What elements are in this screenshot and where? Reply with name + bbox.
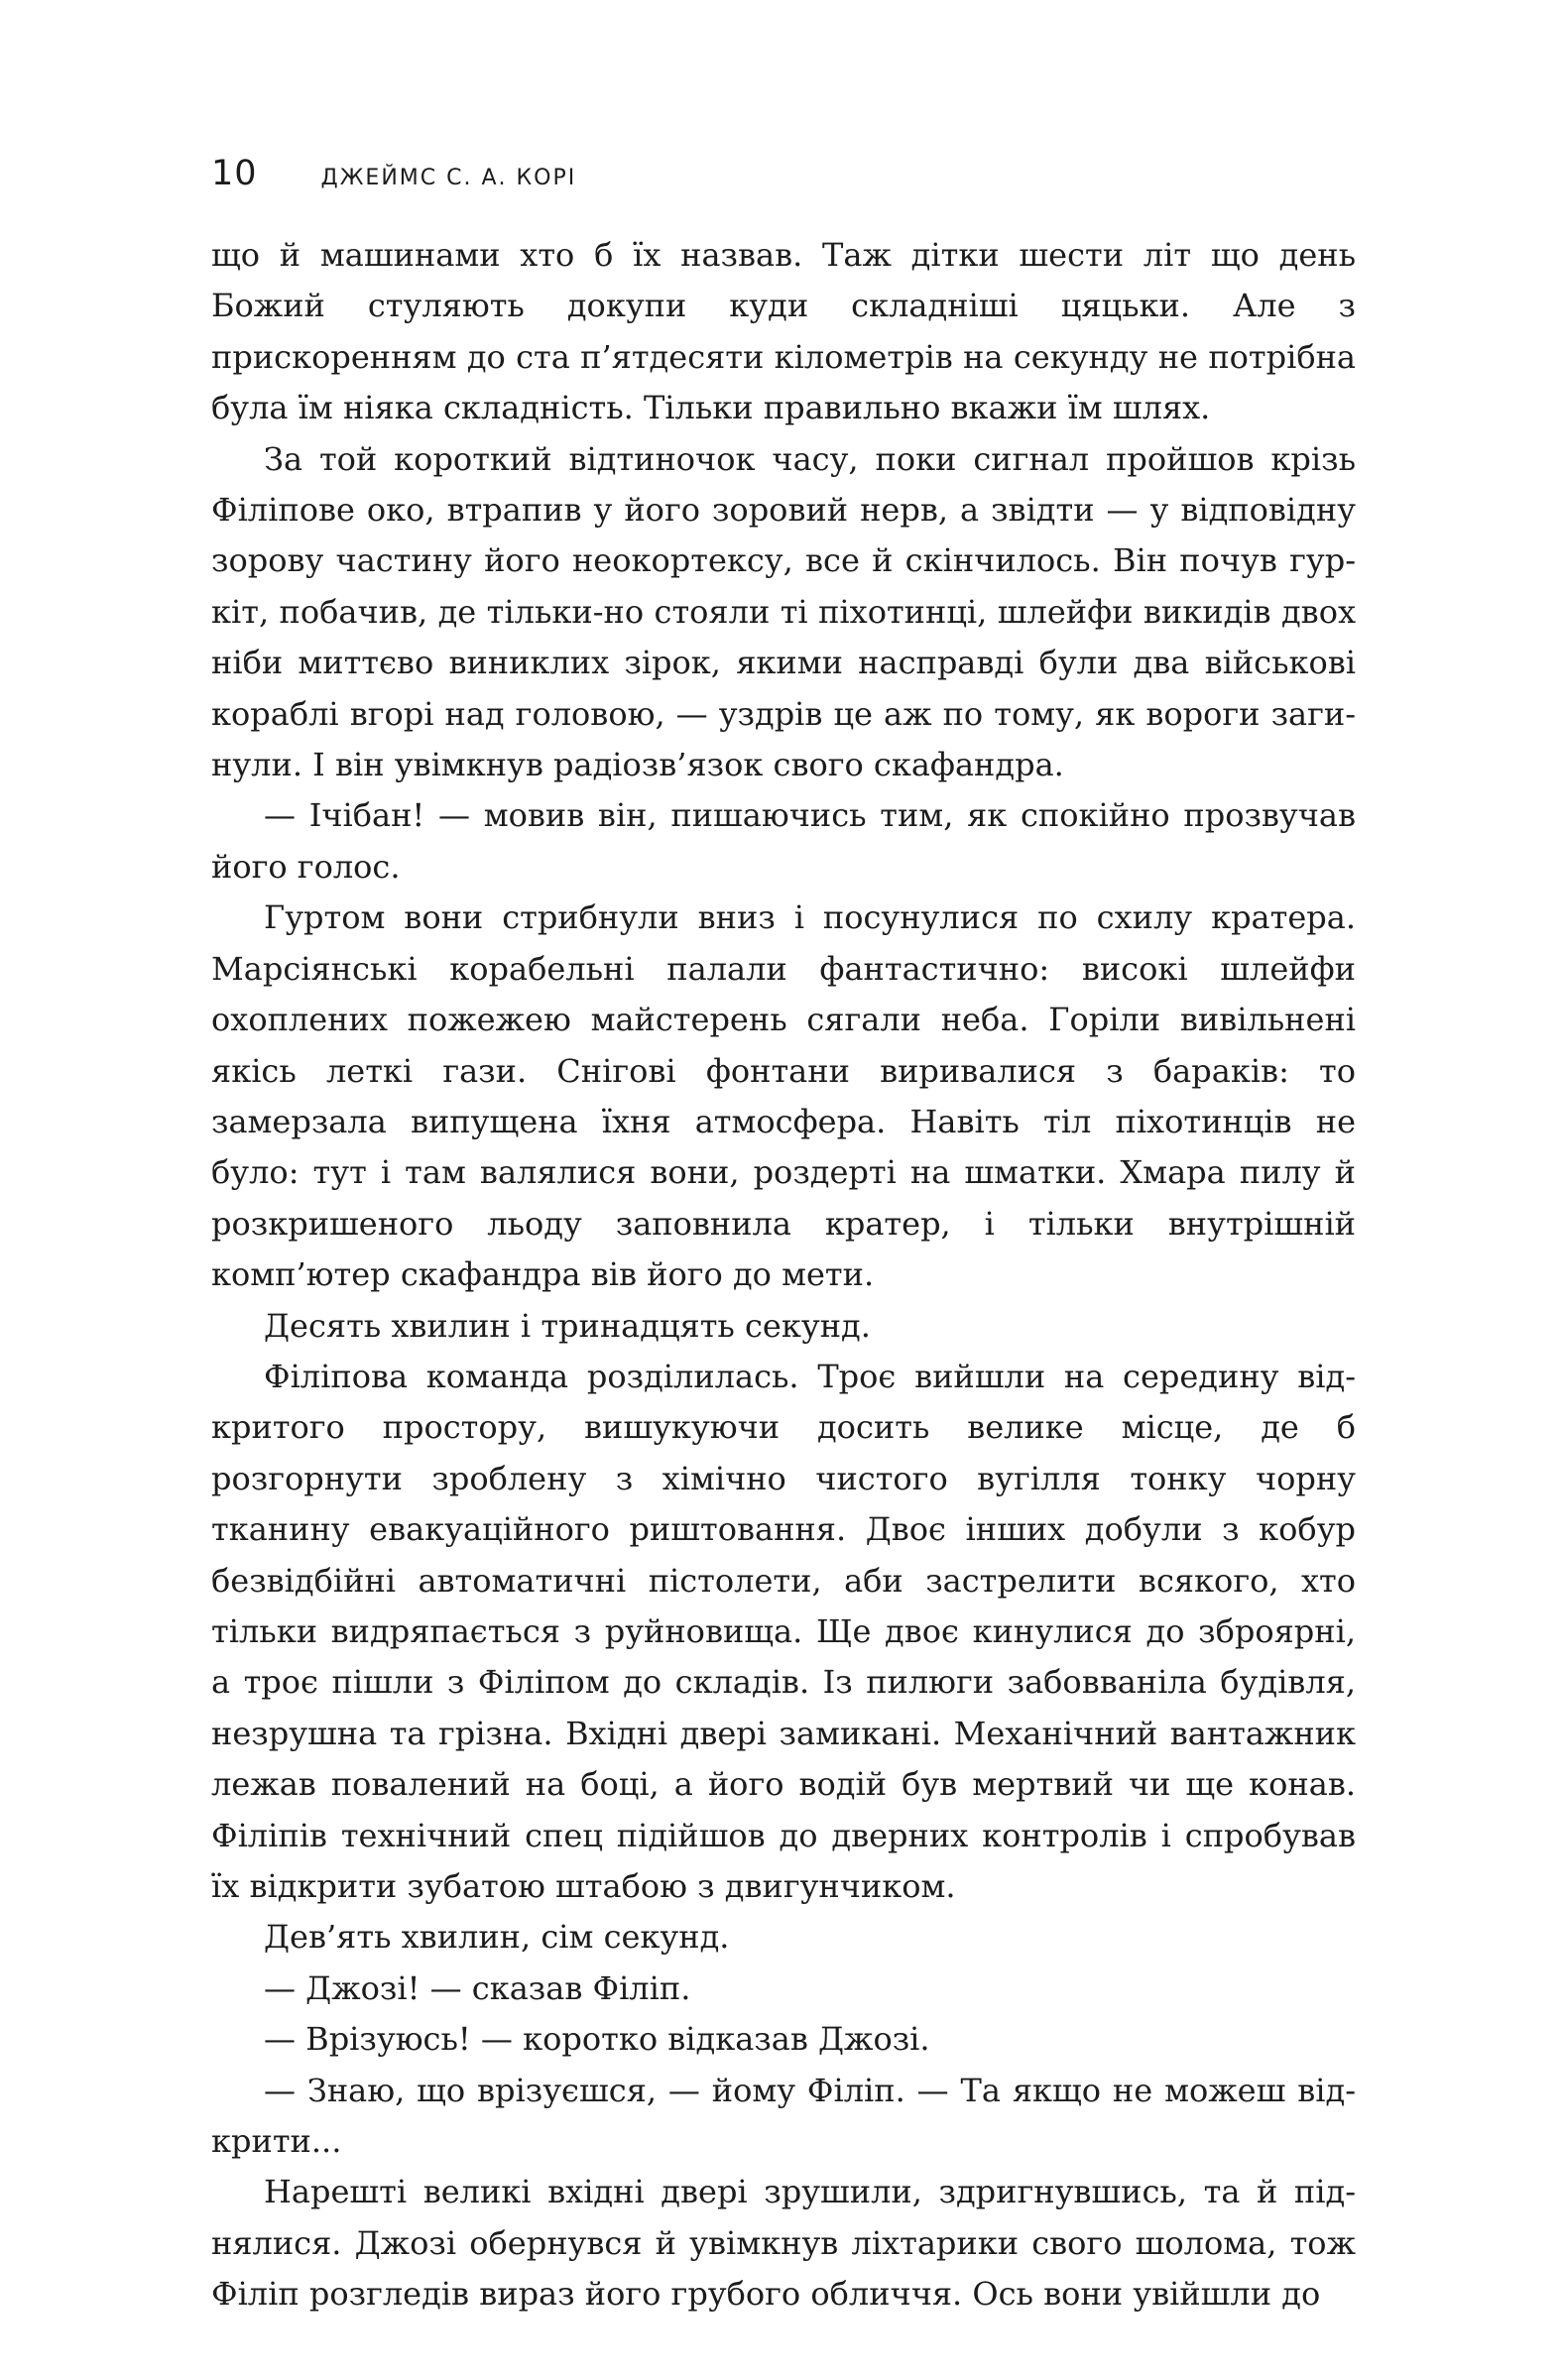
paragraph: — Знаю, що врізуєшся, — йому Філіп. — Та якщо не можеш відкрити... xyxy=(211,2071,1356,2161)
paragraph: За той короткий відтиночок часу, поки сигнал пройшов крізь Філіпове око, втрапив у його зоровий нерв, а звідти — у відповідну зорову частину його неокортексу, все й скінчилось. Він почув гуркіт, побачив, де тільки-но стояли ті піхотинці, шлейфи викидів двох ніби миттєво виниклих зірок, якими насправді були два військові кораблі вгорі над головою, — уздрів це аж по тому, як вороги загинули. І він увімкнув радіозв’язок свого скафандра. xyxy=(211,439,1356,784)
paragraph: Десять хвилин і тринадцять секунд. xyxy=(264,1306,871,1345)
running-head-author: ДЖЕЙМС С. А. КОРІ xyxy=(320,166,577,190)
paragraph: що й машинами хто б їх назвав. Таж дітки шести літ що день Божий стуляють докупи куди складніші цяцьки. Але з прискоренням до ста п’ятдесяти кілометрів на секунду не потрібна була їм ніяка складність. Тільки правильно вкажи їм шлях. xyxy=(211,236,1356,427)
paragraph: Гуртом вони стрибнули вниз і посунулися по схилу кратера. Марсіянські корабельні палали фантастично: високі шлейфи охоплених пожежею майстерень сягали неба. Горіли вивільнені якісь леткі гази. Снігові фонтани виривалися з бараків: то замерзала випущена їхня атмосфера. Навіть тіл піхотинців не було: тут і там валялися вони, роздерті на шматки. Хмара пилу й розкришеного льоду заповнила кратер, і тільки внутрішній комп’ютер скафандра вів його до мети. xyxy=(211,898,1356,1294)
paragraph: Нарешті великі вхідні двері зрушили, здригнувшись, та й піднялися. Джозі обернувся й увімкнув ліхтарики свого шолома, тож Філіп розгледів вираз його грубого обличчя. Ось вони увійшли до xyxy=(211,2173,1356,2314)
paragraph: — Врізуюсь! — коротко відказав Джозі. xyxy=(264,2020,930,2059)
body-text xyxy=(211,230,1356,2320)
paragraph: Філіпова команда розділилась. Троє вийшли на середину відкритого простору, вишукуючи досить велике місце, де б розгорнути зроблену з хімічно чистого вугілля тонку чорну тканину евакуаційного риштовання. Двоє інших добули з кобур безвідбійні автоматичні пістолети, аби застрелити всякого, хто тільки видряпається з руйновища. Ще двоє кинулися до зброярні, а троє пішли з Філіпом до складів. Із пилюги забовваніла будівля, незрушна та грізна. Вхідні двері замикані. Механічний вантажник лежав повалений на боці, а його водій був мертвий чи ще конав. Філіпів технічний спец підійшов до дверних контролів і спробував їх відкрити зубатою штабою з двигунчиком. xyxy=(211,1357,1356,1905)
paragraph: — Джозі! — сказав Філіп. xyxy=(264,1968,691,2007)
paragraph: Дев’ять хвилин, сім секунд. xyxy=(264,1918,730,1957)
paragraph: — Ічібан! — мовив він, пишаючись тим, як спокійно прозвучав його голос. xyxy=(211,796,1356,886)
running-header xyxy=(211,154,576,203)
page-number: 10 xyxy=(211,154,258,193)
